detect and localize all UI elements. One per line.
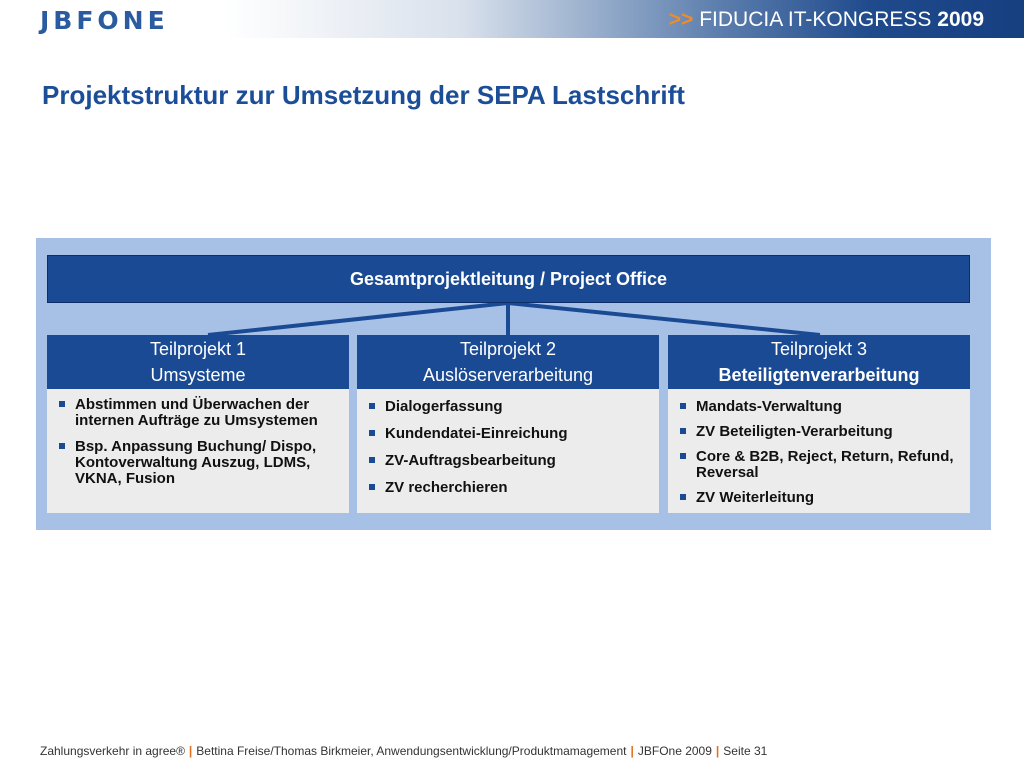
kongress-arrows: >> (668, 8, 694, 31)
footer-separator: | (188, 744, 193, 758)
kongress-text: FIDUCIA IT-KONGRESS (699, 8, 932, 31)
list-item: ZV Weiterleitung (680, 490, 962, 506)
teilprojekt-3-area: Beteiligtenverarbeitung (718, 365, 920, 385)
project-office-label: Gesamtprojektleitung / Project Office (349, 268, 668, 289)
footer-page: Seite 31 (723, 744, 768, 758)
footer-separator: | (630, 744, 634, 758)
footer-topic: Zahlungsverkehr in agree® (40, 744, 185, 758)
teilprojekt-1-header (47, 335, 349, 389)
teilprojekt-1-box (47, 335, 349, 513)
list-item: Abstimmen und Überwachen der internen Aufträge zu Umsystemen (59, 397, 341, 429)
footer-authors: Bettina Freise/Thomas Birkmeier, Anwendungsentwicklung/Produktmamagement (196, 744, 627, 758)
project-office-box (47, 255, 970, 303)
list-item: ZV recherchieren (369, 480, 651, 496)
list-item: Core & B2B, Reject, Return, Refund, Reversal (680, 449, 962, 481)
teilprojekt-1-list (47, 389, 349, 487)
footer-event: JBFOne 2009 (637, 744, 712, 758)
teilprojekt-2-list (357, 389, 659, 496)
list-item: Kundendatei-Einreichung (369, 426, 651, 442)
teilprojekt-2-name: Teilprojekt 2 (459, 339, 557, 359)
footer (40, 744, 767, 758)
teilprojekt-3-name: Teilprojekt 3 (770, 339, 868, 359)
teilprojekt-2-box (357, 335, 659, 513)
teilprojekt-3-box (668, 335, 970, 513)
list-item: ZV Beteiligten-Verarbeitung (680, 424, 962, 440)
list-item: Mandats-Verwaltung (680, 399, 962, 415)
kongress-label (669, 8, 984, 32)
teilprojekt-1-name: Teilprojekt 1 (149, 339, 247, 359)
list-item: ZV-Auftragsbearbeitung (369, 453, 651, 469)
list-item: Bsp. Anpassung Buchung/ Dispo, Kontoverwaltung Auszug, LDMS, VKNA, Fusion (59, 439, 341, 487)
teilprojekt-2-area: Auslöserverarbeitung (422, 365, 594, 385)
page-title: Projektstruktur zur Umsetzung der SEPA Lastschrift (42, 80, 685, 110)
teilprojekt-1-area: Umsysteme (150, 365, 246, 385)
list-item: Dialogerfassung (369, 399, 651, 415)
teilprojekt-3-header (668, 335, 970, 389)
footer-separator: | (715, 744, 720, 758)
kongress-year: 2009 (937, 8, 984, 31)
jbfone-logo: JBFONE (40, 6, 169, 35)
teilprojekt-2-header (357, 335, 659, 389)
teilprojekt-3-list (668, 389, 970, 506)
